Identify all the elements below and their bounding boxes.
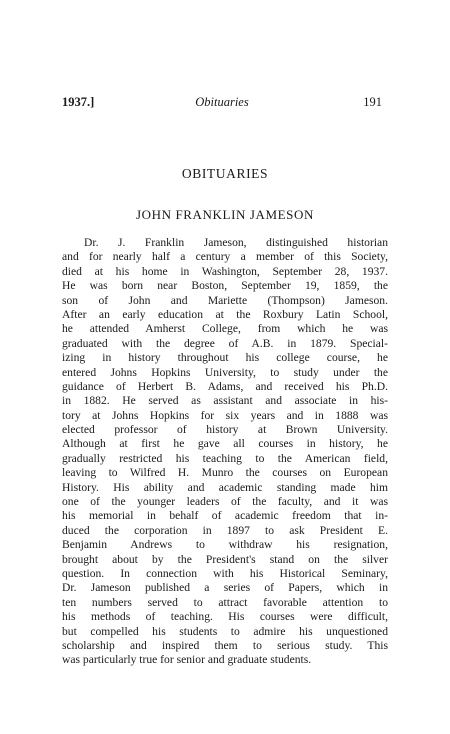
body-line: guidance of Herbert B. Adams, and received his Ph.D.: [62, 379, 388, 393]
running-head-year: 1937.]: [62, 95, 95, 109]
running-head: [62, 95, 382, 111]
body-line: scholarship and inspired them to serious study. This: [62, 638, 388, 652]
body-line: his methods of teaching. His courses were difficult,: [62, 610, 388, 624]
body-line: Dr. Jameson published a series of Papers, which in: [62, 581, 388, 595]
body-line: question. In connection with his Historical Seminary,: [62, 566, 388, 580]
body-line: one of the younger leaders of the faculty, and it was: [62, 495, 388, 509]
body-line: ten numbers served to attract favorable attention to: [62, 595, 388, 609]
body-line: in 1882. He served as assistant and associate in his-: [62, 394, 388, 408]
body-line: After an early education at the Roxbury Latin School,: [62, 307, 388, 321]
body-line: son of John and Mariette (Thompson) Jameson.: [62, 293, 388, 307]
body-line: elected professor of history at Brown University.: [62, 423, 388, 437]
body-line: leaving to Wilfred H. Munro the courses on European: [62, 466, 388, 480]
body-line: Although at first he gave all courses in history, he: [62, 437, 388, 451]
body-line: died at his home in Washington, September 28, 1937.: [62, 264, 388, 278]
body-line: izing in history throughout his college course, he: [62, 351, 388, 365]
page-number: 191: [363, 95, 382, 109]
body-line: Dr. J. Franklin Jameson, distinguished historian: [84, 236, 388, 249]
body-line: graduated with the degree of A.B. in 1879. Special-: [62, 336, 388, 350]
body-line: he attended Amherst College, from which he was: [62, 322, 388, 336]
body-line: but compelled his students to admire his unquestioned: [62, 624, 388, 638]
running-head-title: Obituaries: [195, 95, 249, 109]
body-line: his memorial in behalf of academic freedom that in-: [62, 509, 388, 523]
body-line: History. His ability and academic standing made him: [62, 480, 388, 494]
body-line: and for nearly half a century a member of this Society,: [62, 250, 388, 264]
body-line: brought about by the President's stand on the silver: [62, 552, 388, 566]
body-line: was particularly true for senior and graduate students.: [62, 653, 312, 667]
body-line: He was born near Boston, September 19, 1859, the: [62, 279, 388, 293]
body-line: entered Johns Hopkins University, to study under the: [62, 365, 388, 379]
body-line: gradually restricted his teaching to the American field,: [62, 451, 388, 465]
obituary-body: [62, 236, 388, 668]
section-title: OBITUARIES: [181, 166, 269, 181]
body-line: tory at Johns Hopkins for six years and in 1888 was: [62, 408, 388, 422]
body-line: duced the corporation in 1897 to ask President E.: [62, 523, 388, 537]
body-line: Benjamin Andrews to withdraw his resignation,: [62, 538, 388, 552]
obituary-subject-name: JOHN FRANKLIN JAMESON: [135, 207, 314, 222]
